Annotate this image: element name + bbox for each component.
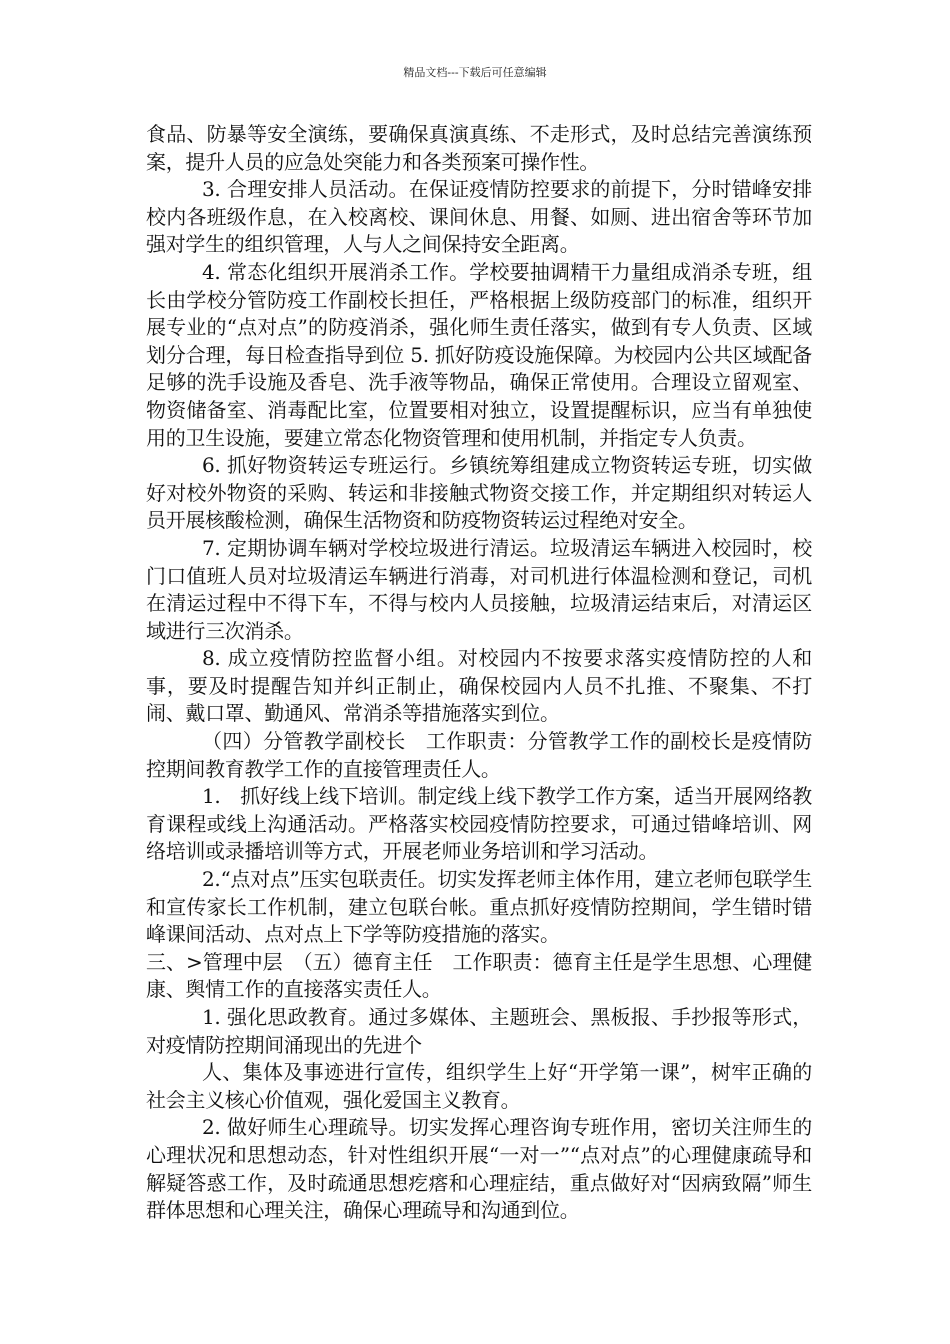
paragraph: 2. 做好师生心理疏导。切实发挥心理咨询专班作用，密切关注师生的心理状况和思想动态，针对性组织开展“一对一”“点对点”的心理健康疏导和解疑答惑工作，及时疏通思想疙瘩和心理症结，重点做好对“因病致隔”师生群体思想和心理关注，确保心理疏导和沟通到位。 <box>146 1115 812 1223</box>
paragraph: （四）分管教学副校长 工作职责：分管教学工作的副校长是疫情防控期间教育教学工作的直接管理责任人。 <box>146 729 812 781</box>
paragraph: 6. 抓好物资转运专班运行。乡镇统筹组建成立物资转运专班，切实做好对校外物资的采购、转运和非接触式物资交接工作，并定期组织对转运人员开展核酸检测，确保生活物资和防疫物资转运过程绝对安全。 <box>146 453 812 533</box>
paragraph: 2.“点对点”压实包联责任。切实发挥老师主体作用，建立老师包联学生和宣传家长工作机制，建立包联台帐。重点抓好疫情防控期间，学生错时错峰课间活动、点对点上下学等防疫措施的落实。 <box>146 867 812 947</box>
paragraph: 1. 抓好线上线下培训。制定线上线下教学工作方案，适当开展网络教育课程或线上沟通活动。严格落实校园疫情防控要求，可通过错峰培训、网络培训或录播培训等方式，开展老师业务培训和学习活动。 <box>146 784 812 864</box>
paragraph: 食品、防暴等安全演练，要确保真演真练、不走形式，及时总结完善演练预案，提升人员的应急处突能力和各类预案可操作性。 <box>146 122 812 174</box>
document-body <box>146 121 812 1225</box>
paragraph: 3. 合理安排人员活动。在保证疫情防控要求的前提下，分时错峰安排校内各班级作息，在入校离校、课间休息、用餐、如厕、进出宿舍等环节加强对学生的组织管理，人与人之间保持安全距离。 <box>146 177 812 257</box>
paragraph: 7. 定期协调车辆对学校垃圾进行清运。垃圾清运车辆进入校园时，校门口值班人员对垃圾清运车辆进行消毒，对司机进行体温检测和登记，司机在清运过程中不得下车，不得与校内人员接触，垃圾清运结束后，对清运区域进行三次消杀。 <box>146 535 812 643</box>
paragraph: 三、>管理中层 （五）德育主任 工作职责：德育主任是学生思想、心理健康、舆情工作的直接落实责任人。 <box>146 949 812 1002</box>
page-header: 精品文档---下载后可任意编辑 <box>403 66 547 79</box>
paragraph: 人、集体及事迹进行宣传，组织学生上好“开学第一课”，树牢正确的社会主义核心价值观，强化爱国主义教育。 <box>146 1060 812 1112</box>
paragraph: 1. 强化思政教育。通过多媒体、主题班会、黑板报、手抄报等形式，对疫情防控期间涌现出的先进个 <box>146 1005 812 1057</box>
paragraph: 4. 常态化组织开展消杀工作。学校要抽调精干力量组成消杀专班，组长由学校分管防疫工作副校长担任，严格根据上级防疫部门的标准，组织开展专业的“点对点”的防疫消杀，强化师生责任落实，做到有专人负责、区域划分合理，每日检查指导到位 5. 抓好防疫设施保障。为校园内公共区域配备足够的洗手设施及香皂、洗手液等物品，确保正常使用。合理设立留观室、物资储备室、消毒配比室，位置要相对独立，设置提醒标识，应当有单独使用的卫生设施，要建立常态化物资管理和使用机制，并指定专人负责。 <box>146 259 812 450</box>
paragraph: 8. 成立疫情防控监督小组。对校园内不按要求落实疫情防控的人和事，要及时提醒告知并纠正制止，确保校园内人员不扎推、不聚集、不打闹、戴口罩、勤通风、常消杀等措施落实到位。 <box>146 646 812 726</box>
